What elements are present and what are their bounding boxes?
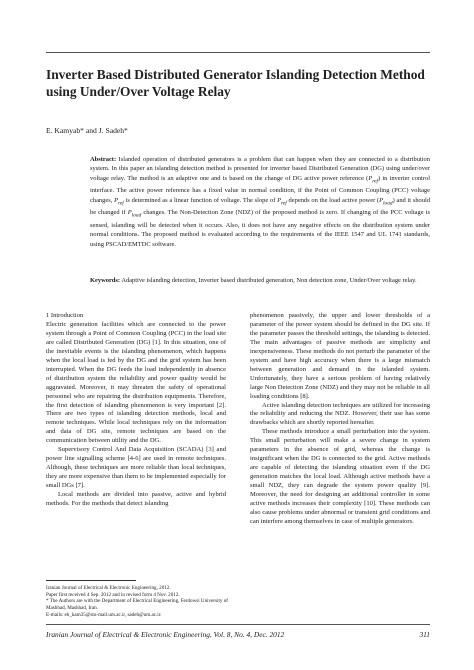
pref-var: P [277,196,282,204]
paper-title: Inverter Based Distributed Generator Islanding Detection Method using Under/Over Voltage Relay [46,67,425,99]
footnote: Iranian Journal of Electrical & Electronic Engineering, 2012. [46,585,171,591]
pref-symbol [277,197,287,204]
pload-symbol [127,209,142,219]
abstract-text-1: Islanded operation of distributed generators is a problem that can happen when they are connected to a distribution system. In this paper an islanding detection method is presented for inverter based Distributed Generation (DG) using under/over voltage relay. The method is an adaptive one and is based on the change of DG active power reference ( [90,156,430,182]
pref-var: P [368,174,373,182]
pload-sub: load [131,212,142,219]
footnote: Paper first received 4 Sep. 2012 and in revised form 4 Nov. 2012. [46,591,180,598]
keywords-text: Adaptive islanding detection, Inverter based distributed generation, Non detection zone, Under/Over voltage relay. [121,277,417,284]
page-number: 311 [419,630,430,639]
keywords-label: Keywords: [90,277,121,284]
footnote: E-mails: eh_kam35@stu-mail.um.ac.ir, sadeh@um.ac.ir. [46,611,162,618]
abstract [90,155,430,249]
pload-sub: load [383,199,393,206]
paragraph: These methods introduce a small perturbation into the system. This small perturbation will make a severe change in system parameters in the absence of grid, whereas the change is insignificant when the DG is connected to the grid. Active methods are capable of detecting the islanding situation even if the DG generation matches the local load. Although active methods have a small NDZ, they can degrade the system power quality [9]. Moreover, the need for designing an additional controller in some active methods increases their complexity [10]. These methods can also cause problems under abnormal or transient grid conditions and can interfere among themselves in case of multiple generators. [250,428,430,525]
author-line: E. Kamyab* and J. Sadeh* [46,126,128,135]
paragraph: Active islanding detection techniques are utilized for increasing the reliability and reducing the NDZ. However, their use has some drawbacks which are shortly reported hereafter. [250,401,430,427]
footnote-rule [46,580,136,581]
footnotes [46,585,231,619]
keywords [90,276,430,285]
top-rule [46,52,430,53]
paragraph: Local methods are divided into passive, active and hybrid methods. For the methods that detect islanding [46,491,226,508]
paragraph: Supervisory Control And Data Acquisition (SCADA) [3] and power line signalling scheme [4-6] are used in remote techniques. Although, these techniques are more reliable than local techniques, they are more expensive than them to be implemented especially for small DGs [7]. [46,446,226,490]
abstract-text-3: is determined as a linear function of voltage. The slope of [123,196,278,204]
left-column [46,312,226,509]
pref-sub: ref [118,199,124,206]
pref-var: P [114,196,119,204]
pref-sub: ref [281,199,287,206]
abstract-text-6: changes. The Non-Detection Zone (NDZ) of the proposed method is zero. If changing of the PCC voltage is sensed, islanding will be detected when it occurs. Also, it does not have any negative effects on the distribution system under normal conditions. The proposed method is evaluated according to the requirements of the IEEE 1547 and UL 1741 standards, using PSCAD/EMTDC software. [90,209,430,248]
pref-symbol [114,197,124,204]
abstract-label: Abstract: [90,156,117,163]
abstract-text-4: depends on the load active power ( [286,196,380,204]
pload-symbol [379,197,392,204]
right-column [250,312,430,527]
abstract-text-2: ) in inverter control interface. The active power reference has a fixed value in normal condition, if the Point of Common Coupling (PCC) voltage changes, [90,174,430,204]
journal-footer: Iranian Journal of Electrical & Electronic Engineering, Vol. 8, No. 4, Dec. 2012 [46,630,285,639]
footnote: * The Authors are with the Department of Electrical Engineering, Ferdowsi University of Mashhad, Mashhad, Iran. [46,598,228,612]
abstract-text-5: ) and it should be changed if [90,196,431,217]
pload-var: P [379,196,384,204]
paragraph: phenomenon passively, the upper and lower thresholds of a parameter of the power system should be defined in the DG site. If the parameter passes the threshold settings, the islanding is detected. The main advantages of passive methods are simplicity and inexpensiveness. These methods do not perturb the parameter of the system and have high accuracy when there is a large mismatch between generation and demand in the islanded system. Unfortunately, they have a serious problem of having relatively large Non Detection Zone (NDZ) and they may not be reliable in all loading conditions [8]. [250,312,430,400]
pref-sub: ref [372,177,379,184]
section-heading: 1 Introduction [46,312,84,319]
bottom-rule [46,624,430,625]
pref-symbol [368,175,378,182]
paragraph: Electric generation facilities which are connected to the power system through a Point of Common Coupling (PCC) in the load site are called Distributed Generation (DG) [1]. In this situation, one of the inevitable events is the islanding phenomenon, which happens when the local load is fed by the DG and the grid system has been interrupted. When the DG feeds the load independently in absence of distribution system the reliability and power quality would be aggravated. Moreover, it may threaten the safety of operational personnel who are repairing the distribution equipments. Therefore, the first detection of islanding phenomenon is very important [2]. There are two types of islanding detection methods, local and remote techniques. While local techniques rely on the information and data of DG site, remote techniques are based on the communication between utility and the DG. [46,320,226,445]
pload-var: P [127,209,132,217]
